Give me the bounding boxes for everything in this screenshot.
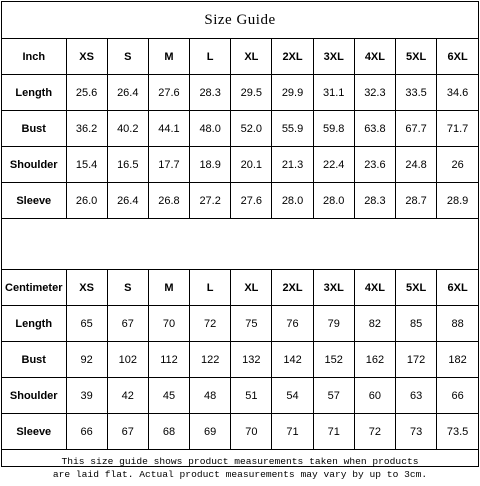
measurement-cell: 28.7 [396, 183, 437, 219]
size-header: XS [66, 39, 107, 75]
unit-label: Centimeter [2, 270, 66, 306]
size-header: 3XL [313, 39, 354, 75]
measurement-cell: 82 [354, 306, 395, 342]
measurement-cell: 67 [107, 306, 148, 342]
measurement-cell: 60 [354, 378, 395, 414]
measurement-cell: 73 [396, 414, 437, 450]
measurement-cell: 18.9 [190, 147, 231, 183]
measurement-cell: 34.6 [437, 75, 478, 111]
measurement-cell: 20.1 [231, 147, 272, 183]
measurement-cell: 25.6 [66, 75, 107, 111]
measurement-cell: 59.8 [313, 111, 354, 147]
measurement-cell: 17.7 [148, 147, 189, 183]
row-label: Shoulder [2, 147, 66, 183]
page-title: Size Guide [2, 2, 478, 39]
header-row [2, 39, 478, 75]
measurement-cell: 66 [437, 378, 478, 414]
note-line-2: are laid flat. Actual product measurements may vary by up to 3cm. [52, 469, 428, 480]
measurement-cell: 29.5 [231, 75, 272, 111]
measurement-cell: 26.4 [107, 183, 148, 219]
measurement-cell: 69 [190, 414, 231, 450]
size-guide [1, 1, 479, 480]
size-header: XS [66, 270, 107, 306]
size-header: 5XL [396, 270, 437, 306]
measurement-cell: 85 [396, 306, 437, 342]
measurement-cell: 16.5 [107, 147, 148, 183]
measurement-cell: 71 [313, 414, 354, 450]
row-label: Bust [2, 342, 66, 378]
measurement-cell: 73.5 [437, 414, 478, 450]
row-label: Sleeve [2, 414, 66, 450]
measurement-cell: 66 [66, 414, 107, 450]
measurement-cell: 28.9 [437, 183, 478, 219]
measurement-cell: 48 [190, 378, 231, 414]
size-header: M [148, 39, 189, 75]
measurement-cell: 23.6 [354, 147, 395, 183]
size-header: 6XL [437, 39, 478, 75]
table-row [2, 111, 478, 147]
measurement-cell: 72 [190, 306, 231, 342]
measurement-cell: 29.9 [272, 75, 313, 111]
measurement-cell: 63.8 [354, 111, 395, 147]
measurement-cell: 27.6 [148, 75, 189, 111]
measurement-cell: 72 [354, 414, 395, 450]
measurement-cell: 45 [148, 378, 189, 414]
centimeter-table [2, 270, 478, 450]
measurement-cell: 132 [231, 342, 272, 378]
size-header: 4XL [354, 270, 395, 306]
measurement-cell: 92 [66, 342, 107, 378]
measurement-cell: 22.4 [313, 147, 354, 183]
measurement-cell: 112 [148, 342, 189, 378]
measurement-cell: 88 [437, 306, 478, 342]
measurement-cell: 40.2 [107, 111, 148, 147]
measurement-cell: 26.8 [148, 183, 189, 219]
table-row [2, 306, 478, 342]
measurement-cell: 28.3 [354, 183, 395, 219]
table-row [2, 147, 478, 183]
measurement-cell: 71.7 [437, 111, 478, 147]
size-header: S [107, 39, 148, 75]
measurement-cell: 68 [148, 414, 189, 450]
measurement-cell: 102 [107, 342, 148, 378]
table-row [2, 342, 478, 378]
measurement-cell: 57 [313, 378, 354, 414]
measurement-cell: 172 [396, 342, 437, 378]
measurement-cell: 32.3 [354, 75, 395, 111]
size-header: 2XL [272, 39, 313, 75]
size-header: 5XL [396, 39, 437, 75]
measurement-cell: 28.0 [313, 183, 354, 219]
row-label: Length [2, 75, 66, 111]
measurement-cell: 71 [272, 414, 313, 450]
measurement-cell: 27.2 [190, 183, 231, 219]
measurement-cell: 26.0 [66, 183, 107, 219]
unit-label: Inch [2, 39, 66, 75]
size-header: L [190, 39, 231, 75]
measurement-note [2, 450, 478, 486]
note-line-1: This size guide shows product measurements taken when products [61, 456, 419, 467]
measurement-cell: 63 [396, 378, 437, 414]
measurement-cell: 48.0 [190, 111, 231, 147]
measurement-cell: 36.2 [66, 111, 107, 147]
measurement-cell: 33.5 [396, 75, 437, 111]
measurement-cell: 15.4 [66, 147, 107, 183]
table-row [2, 378, 478, 414]
row-label: Length [2, 306, 66, 342]
size-header: 6XL [437, 270, 478, 306]
measurement-cell: 39 [66, 378, 107, 414]
size-header: 3XL [313, 270, 354, 306]
size-header: XL [231, 39, 272, 75]
measurement-cell: 26.4 [107, 75, 148, 111]
measurement-cell: 152 [313, 342, 354, 378]
table-row [2, 183, 478, 219]
measurement-cell: 54 [272, 378, 313, 414]
measurement-cell: 75 [231, 306, 272, 342]
measurement-cell: 142 [272, 342, 313, 378]
size-header: M [148, 270, 189, 306]
size-header: 4XL [354, 39, 395, 75]
measurement-cell: 28.0 [272, 183, 313, 219]
measurement-cell: 182 [437, 342, 478, 378]
measurement-cell: 122 [190, 342, 231, 378]
size-header: 2XL [272, 270, 313, 306]
measurement-cell: 44.1 [148, 111, 189, 147]
measurement-cell: 28.3 [190, 75, 231, 111]
measurement-cell: 26 [437, 147, 478, 183]
measurement-cell: 79 [313, 306, 354, 342]
size-header: XL [231, 270, 272, 306]
measurement-cell: 52.0 [231, 111, 272, 147]
measurement-cell: 55.9 [272, 111, 313, 147]
size-header: L [190, 270, 231, 306]
measurement-cell: 51 [231, 378, 272, 414]
measurement-cell: 67 [107, 414, 148, 450]
row-label: Sleeve [2, 183, 66, 219]
row-label: Shoulder [2, 378, 66, 414]
measurement-cell: 31.1 [313, 75, 354, 111]
measurement-cell: 76 [272, 306, 313, 342]
row-label: Bust [2, 111, 66, 147]
measurement-cell: 21.3 [272, 147, 313, 183]
table-row [2, 75, 478, 111]
header-row [2, 270, 478, 306]
measurement-cell: 24.8 [396, 147, 437, 183]
measurement-cell: 70 [148, 306, 189, 342]
size-header: S [107, 270, 148, 306]
measurement-cell: 65 [66, 306, 107, 342]
measurement-cell: 67.7 [396, 111, 437, 147]
measurement-cell: 42 [107, 378, 148, 414]
measurement-cell: 70 [231, 414, 272, 450]
measurement-cell: 27.6 [231, 183, 272, 219]
measurement-cell: 162 [354, 342, 395, 378]
table-row [2, 414, 478, 450]
inch-table [2, 39, 478, 219]
table-spacer [2, 219, 478, 270]
